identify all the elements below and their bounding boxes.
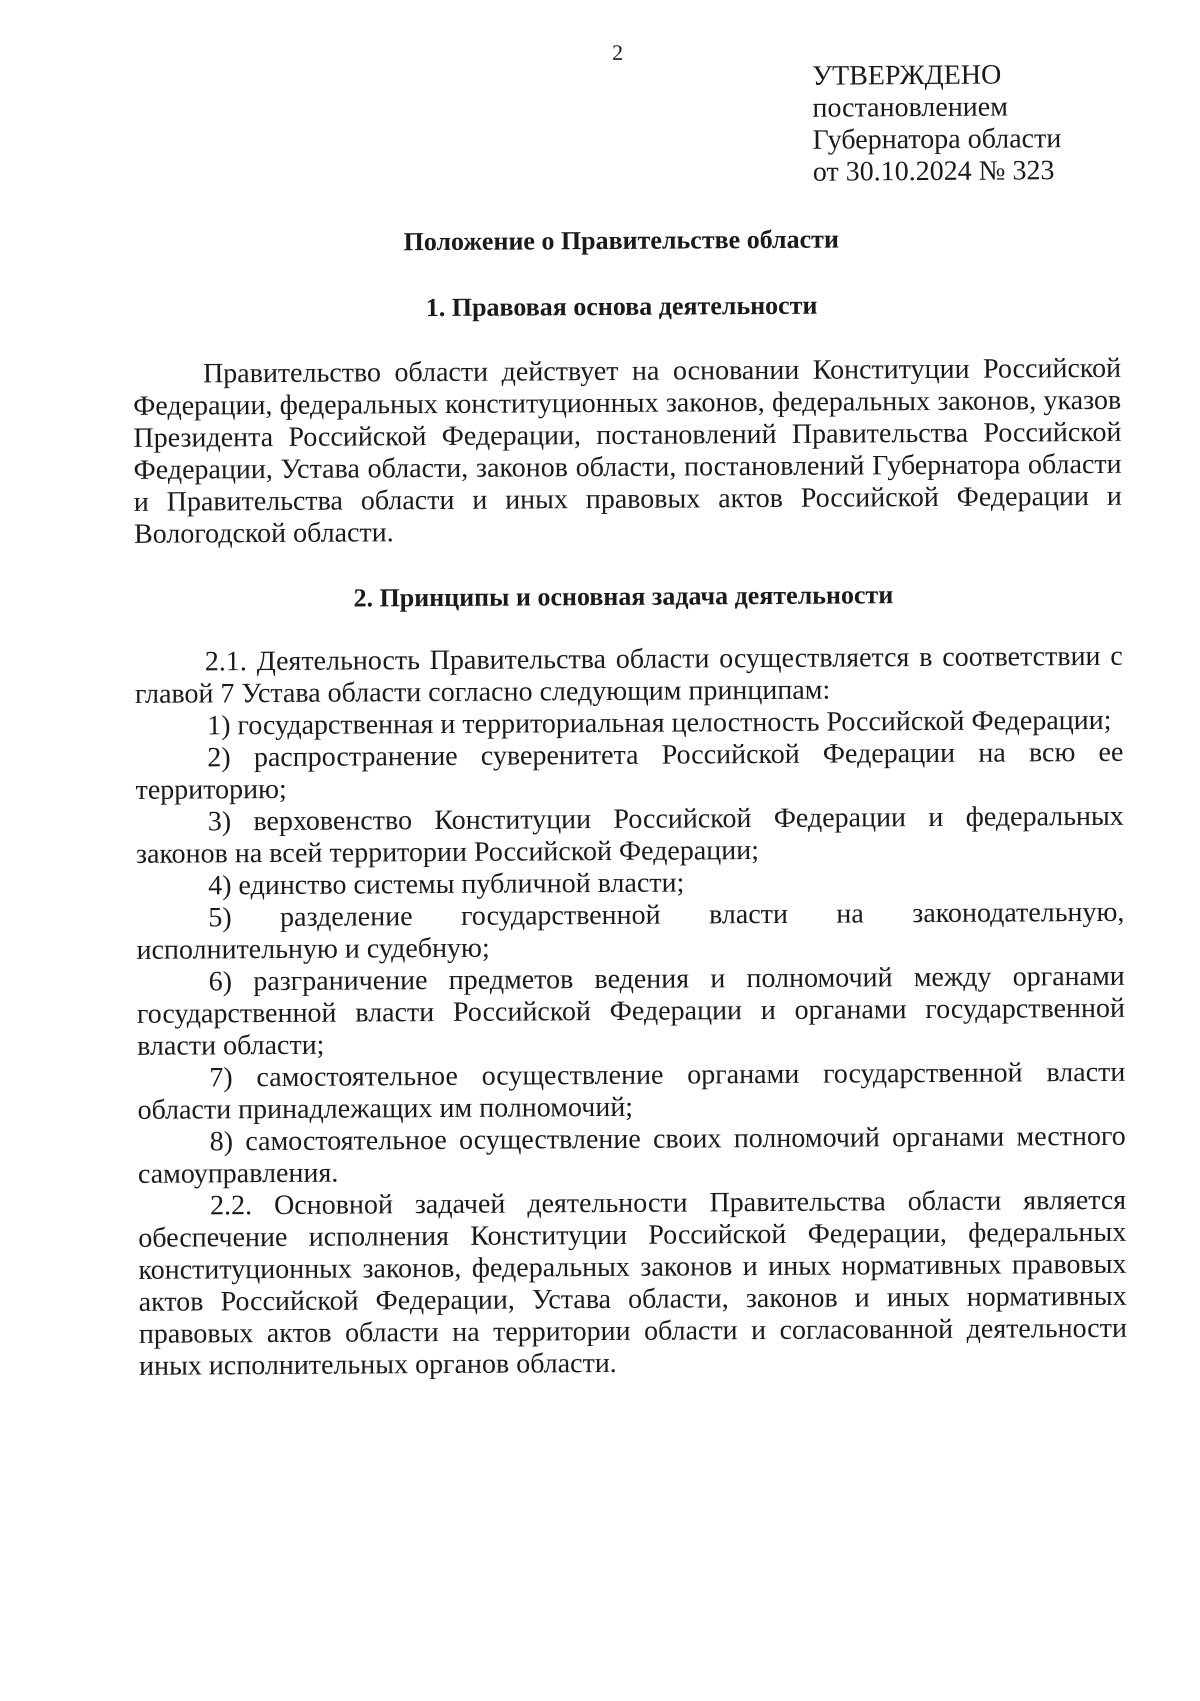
section-2-heading: 2. Принципы и основная задача деятельности — [353, 580, 894, 613]
document-title: Положение о Правительстве области — [403, 224, 839, 257]
section-1-heading: 1. Правовая основа деятельности — [425, 290, 818, 323]
approval-block — [812, 59, 1061, 189]
section-2-body — [135, 641, 1127, 1383]
approval-line: Губернатора области — [812, 123, 1062, 156]
clause-2-2: 2.2. Основной задачей деятельности Правительства области является обеспечение исполнения Конституции Российской Федерации, федеральных конституционных законов, федеральных законов и иных нормативных правовых актов Российской Федерации, Устава области, законов и иных нормативных правовых актов области на территории области и согласованной деятельности иных исполнительных органов области. — [138, 1184, 1127, 1382]
section-1-body — [133, 353, 1122, 551]
principle-item: 5) разделение государственной власти на законодательную, исполнительную и судебную; — [136, 896, 1125, 966]
principle-item: 7) самостоятельное осуществление органами государственной власти области принадлежащих им полномочий; — [137, 1056, 1126, 1126]
principle-item: 8) самостоятельное осуществление своих полномочий органами местного самоуправления. — [137, 1120, 1126, 1190]
approval-line: постановлением — [812, 91, 1008, 124]
principle-item: 1) государственная и территориальная целостность Российской Федерации; — [207, 704, 1112, 742]
page-number: 2 — [611, 39, 624, 65]
principle-item: 2) распространение суверенитета Российской Федерации на всю ее территорию; — [135, 736, 1124, 806]
approval-line: УТВЕРЖДЕНО — [812, 59, 1002, 92]
approval-line: от 30.10.2024 № 323 — [812, 155, 1055, 188]
principle-item: 3) верховенство Конституции Российской Федерации и федеральных законов на всей территории Российской Федерации; — [135, 800, 1124, 870]
clause-2-1: 2.1. Деятельность Правительства области осуществляется в соответствии с главой 7 Устава области согласно следующим принципам: — [134, 640, 1123, 710]
principle-item: 4) единство системы публичной власти; — [208, 867, 685, 902]
principle-item: 6) разграничение предметов ведения и полномочий между органами государственной власти Российской Федерации и органами государственной власти области; — [136, 960, 1126, 1062]
section-1-paragraph: Правительство области действует на основании Конституции Российской Федерации, федеральных конституционных законов, федеральных законов, указов Президента Российской Федерации, постановлений Правительства Российской Федерации, Устава области, законов области, постановлений Губернатора области и Правительства области и иных правовых актов Российской Федерации и Вологодской области. — [133, 352, 1122, 550]
